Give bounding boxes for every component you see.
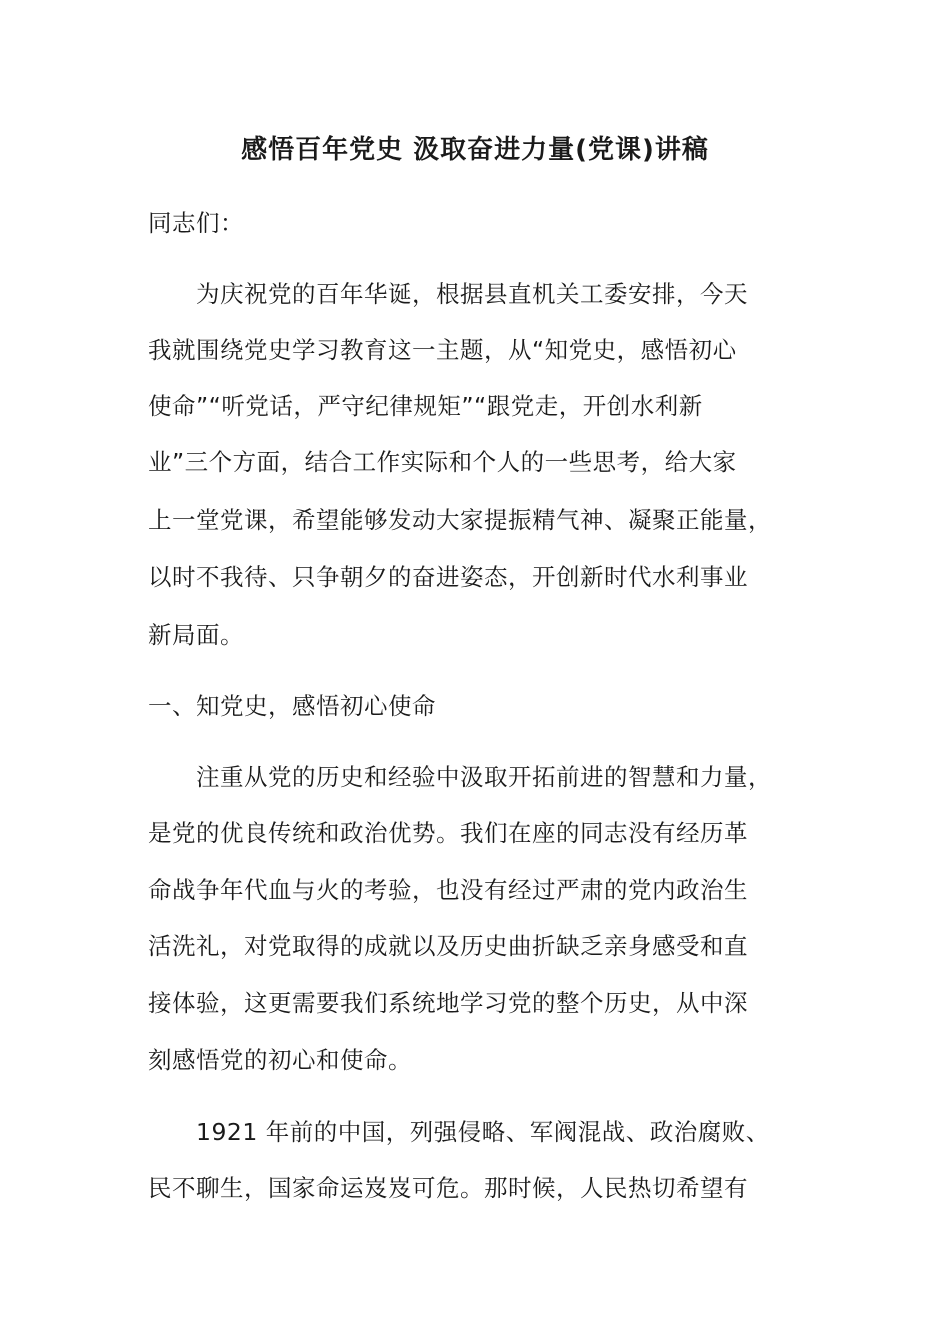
paragraph-line: 民不聊生，国家命运岌岌可危。那时候，人民热切希望有 bbox=[148, 1174, 748, 1202]
paragraph-line: 以时不我待、只争朝夕的奋进姿态，开创新时代水利事业 bbox=[148, 563, 748, 591]
section-heading: 一、知党史，感悟初心使命 bbox=[148, 692, 436, 720]
paragraph-line: 是党的优良传统和政治优势。我们在座的同志没有经历革 bbox=[148, 819, 748, 847]
paragraph-line: 接体验，这更需要我们系统地学习党的整个历史，从中深 bbox=[148, 989, 748, 1017]
paragraph-line: 刻感悟党的初心和使命。 bbox=[148, 1046, 412, 1074]
salutation: 同志们： bbox=[148, 209, 244, 237]
paragraph-line: 命战争年代血与火的考验，也没有经过严肃的党内政治生 bbox=[148, 876, 748, 904]
paragraph-line: 上一堂党课，希望能够发动大家提振精气神、凝聚正能量， bbox=[148, 506, 772, 534]
paragraph-line: 我就围绕党史学习教育这一主题，从“知党史，感悟初心 bbox=[148, 336, 737, 364]
paragraph-line: 注重从党的历史和经验中汲取开拓前进的智慧和力量， bbox=[196, 763, 772, 791]
document-title: 感悟百年党史 汲取奋进力量(党课)讲稿 bbox=[241, 135, 709, 165]
paragraph-line: 1921 年前的中国，列强侵略、军阀混战、政治腐败、 bbox=[196, 1118, 770, 1146]
paragraph-line: 为庆祝党的百年华诞，根据县直机关工委安排，今天 bbox=[196, 280, 748, 308]
paragraph-line: 新局面。 bbox=[148, 621, 244, 649]
paragraph-line: 活洗礼，对党取得的成就以及历史曲折缺乏亲身感受和直 bbox=[148, 932, 748, 960]
paragraph-line: 使命”“听党话，严守纪律规矩”“跟党走，开创水利新 bbox=[148, 392, 703, 420]
paragraph-line: 业”三个方面，结合工作实际和个人的一些思考，给大家 bbox=[148, 448, 737, 476]
